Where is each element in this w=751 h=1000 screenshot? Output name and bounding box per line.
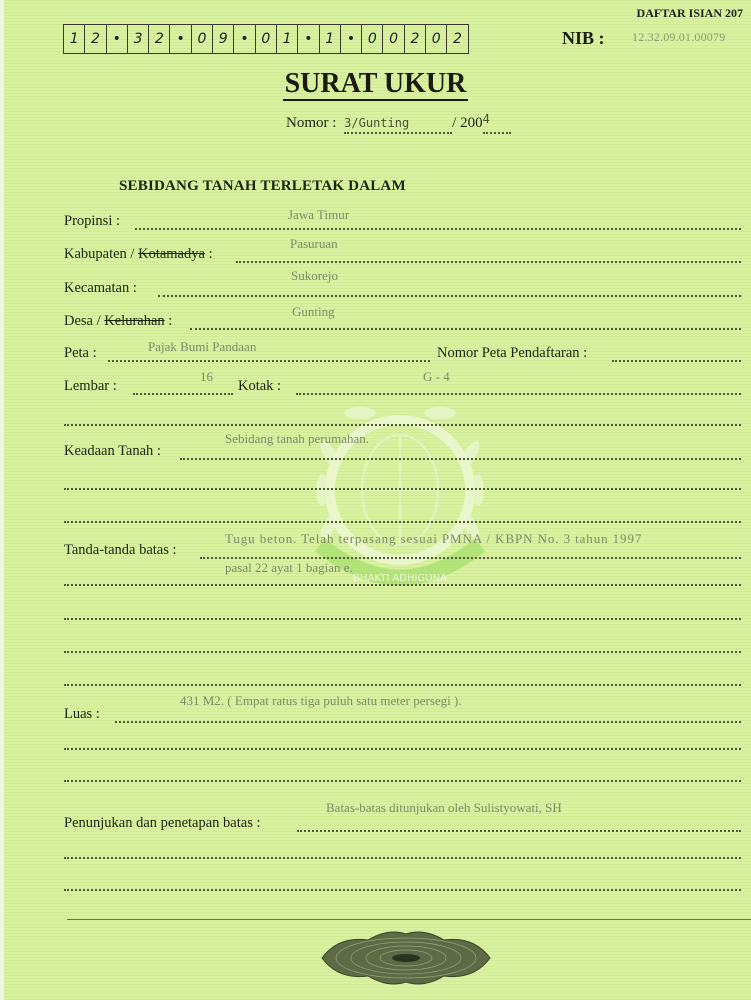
code-box: 3 (128, 25, 149, 53)
tanda-batas-value-line1: Tugu beton. Telah terpasang sesuai PMNA / KBPN No. 3 tahun 1997 (225, 531, 643, 546)
code-box: • (298, 25, 319, 53)
lembar-line (133, 393, 233, 395)
tanda-batas-line (200, 557, 741, 559)
code-box: 2 (85, 25, 106, 53)
tanda-batas-value-line2: pasal 22 ayat 1 bagian e. (225, 560, 353, 575)
code-box: 1 (320, 25, 341, 53)
propinsi-label: Propinsi : (64, 213, 120, 229)
kotak-label: Kotak : (238, 378, 282, 394)
code-box: 2 (149, 25, 170, 53)
code-box: • (341, 25, 362, 53)
keadaan-tanah-label: Keadaan Tanah : (64, 443, 161, 459)
code-box: 1 (64, 25, 85, 53)
nib-label: NIB : (562, 28, 605, 48)
nomor-field (344, 115, 452, 134)
propinsi-line (135, 228, 741, 230)
blank-line (64, 889, 741, 891)
kabupaten-value: Pasuruan (290, 236, 338, 251)
kotak-value: G - 4 (423, 369, 450, 384)
code-box: 0 (362, 25, 383, 53)
kotak-line (296, 393, 741, 395)
form-number: DAFTAR ISIAN 207 (636, 6, 743, 20)
kabupaten-label: Kabupaten / Kotamadya : (64, 246, 213, 262)
blank-line (64, 521, 741, 523)
luas-value: 431 M2. ( Empat ratus tiga puluh satu meter persegi ). (180, 693, 462, 708)
code-box: 0 (383, 25, 404, 53)
propinsi-value: Jawa Timur (288, 207, 350, 222)
code-box: 0 (426, 25, 447, 53)
luas-label: Luas : (64, 706, 100, 722)
desa-line (190, 328, 741, 330)
kecamatan-line (158, 295, 741, 297)
kecamatan-label: Kecamatan : (64, 280, 137, 296)
code-box: 2 (453, 31, 462, 47)
nomor-separator: / 200 (452, 115, 483, 131)
nomor-value: 3/Gunting (344, 116, 410, 130)
tanda-batas-label: Tanda-tanda batas : (64, 542, 177, 558)
parcel-code-boxes (63, 24, 469, 54)
nomor-line (286, 112, 511, 134)
nomor-peta-line (612, 360, 741, 362)
code-box: 0 (256, 25, 277, 53)
section-heading: SEBIDANG TANAH TERLETAK DALAM (119, 178, 406, 194)
blank-line (64, 857, 741, 859)
year-field (483, 112, 511, 134)
desa-label: Desa / Kelurahan : (64, 313, 173, 329)
code-box: • (170, 25, 191, 53)
nomor-peta-label: Nomor Peta Pendaftaran : (437, 345, 588, 361)
penunjukan-line (297, 830, 741, 832)
year-value: 4 (482, 112, 490, 126)
blank-line (64, 748, 741, 750)
bottom-rule (67, 919, 751, 920)
blank-line (64, 488, 741, 490)
document-title: SURAT UKUR (284, 68, 467, 99)
paper-edge (0, 0, 4, 1000)
peta-line (108, 360, 430, 362)
blank-line (64, 584, 741, 586)
code-box: • (107, 25, 128, 53)
kabupaten-line (236, 261, 741, 263)
blank-line (64, 651, 741, 653)
blank-line (64, 424, 741, 426)
keadaan-tanah-value: Sebidang tanah perumahan. (225, 431, 370, 446)
blank-line (64, 780, 741, 782)
code-box: • (234, 25, 255, 53)
code-box: 2 (405, 25, 426, 53)
svg-text:BHAKTI ADHIGUNA: BHAKTI ADHIGUNA (353, 573, 447, 584)
blank-line (64, 684, 741, 686)
keadaan-tanah-line (180, 458, 741, 460)
lembar-label: Lembar : (64, 378, 117, 394)
blank-line (64, 618, 741, 620)
code-box: 0 (192, 25, 213, 53)
nomor-label: Nomor : (286, 115, 337, 131)
luas-line (115, 721, 741, 723)
desa-value: Gunting (292, 304, 335, 319)
peta-label: Peta : (64, 345, 97, 361)
lembar-value: 16 (200, 369, 213, 384)
nib-value: 12.32.09.01.00079 (632, 30, 726, 44)
guilloche-seal-icon (318, 928, 494, 988)
penunjukan-label: Penunjukan dan penetapan batas : (64, 815, 261, 831)
code-box: 1 (277, 25, 298, 53)
peta-value: Pajak Bumi Pandaan (148, 339, 257, 354)
kecamatan-value: Sukorejo (291, 268, 338, 283)
penunjukan-value: Batas-batas ditunjukan oleh Sulistyowati, SH (326, 800, 562, 815)
code-box: 9 (213, 25, 234, 53)
